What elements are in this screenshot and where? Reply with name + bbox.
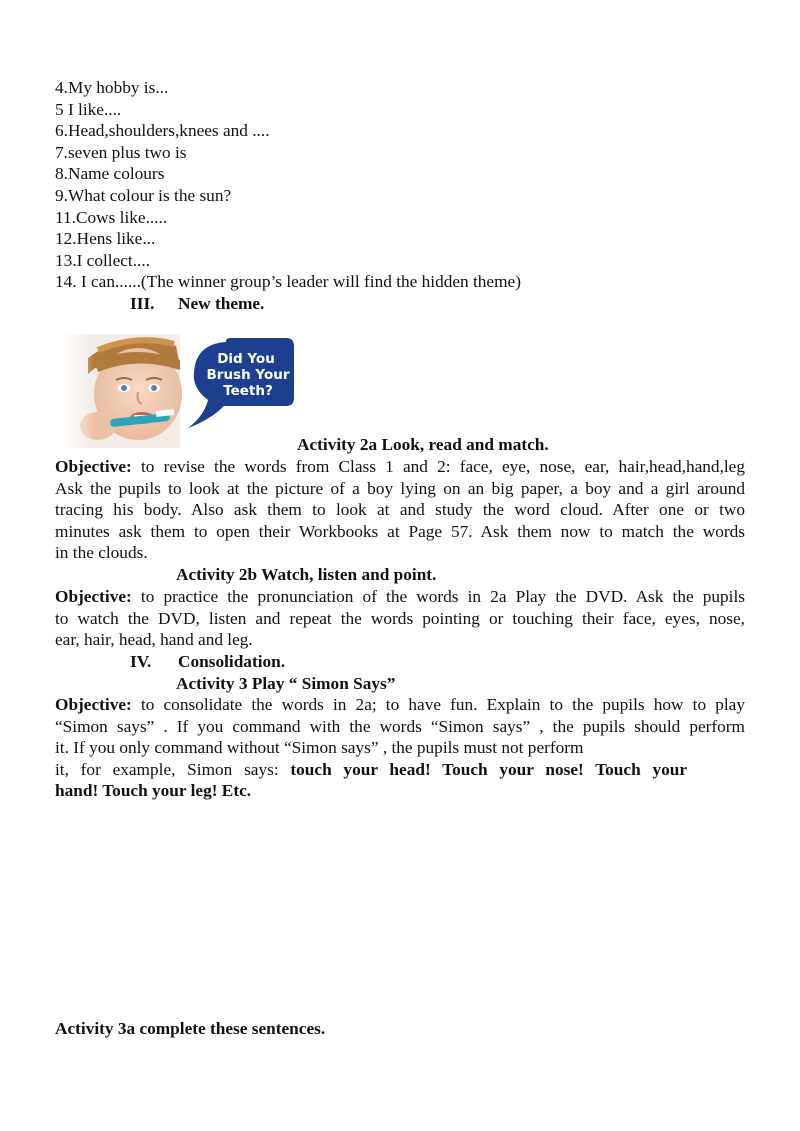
- objective-label: Objective:: [55, 695, 132, 714]
- boy-brushing-teeth-illustration: [58, 330, 298, 448]
- objective-text: to consolidate the words in 2a; to have fun. Explain to the pupils how to play: [131, 695, 745, 714]
- activity-3-body: [55, 694, 745, 802]
- paragraph-line: ear, hair, head, hand and leg.: [55, 630, 253, 650]
- list-item: 14. I can......(The winner group’s leader will find the hidden theme): [55, 272, 521, 292]
- objective-label: Objective:: [55, 587, 132, 606]
- paragraph-line: to watch the DVD, listen and repeat the words pointing or touching their face, eyes, nose,: [55, 608, 745, 628]
- paragraph-line: minutes ask them to open their Workbooks at Page 57. Ask them now to match the words: [55, 521, 745, 541]
- paragraph-line: in the clouds.: [55, 543, 148, 563]
- paragraph-line: “Simon says” . If you command with the words “Simon says” , the pupils should perform: [55, 716, 745, 736]
- example-commands-continued: hand! Touch your leg! Etc.: [55, 781, 252, 801]
- list-item: 9.What colour is the sun?: [55, 186, 232, 205]
- activity-2a-heading: Activity 2a Look, read and match.: [297, 435, 549, 454]
- paragraph-line: tracing his body. Also ask them to look at and study the word cloud. After one or two: [55, 500, 745, 520]
- bubble-line: Teeth?: [223, 383, 273, 399]
- section-heading-new-theme: [130, 293, 264, 315]
- list-item: 5 I like....: [55, 99, 122, 119]
- section-numeral: III.: [130, 294, 155, 313]
- example-commands: touch your head! Touch your nose! Touch your: [290, 759, 688, 779]
- list-item: 6.Head,shoulders,knees and ....: [55, 121, 270, 141]
- list-item: 12.Hens like...: [55, 229, 156, 249]
- list-item: 11.Cows like.....: [55, 207, 168, 227]
- activity-3-heading: Activity 3 Play “ Simon Says”: [176, 674, 396, 693]
- activity-2b-heading: Activity 2b Watch, listen and point.: [176, 565, 437, 584]
- bubble-line: Brush Your: [206, 367, 290, 383]
- example-text: it, for example, Simon says:: [55, 759, 291, 779]
- section-numeral: IV.: [130, 652, 152, 671]
- activity-2b-body: [55, 586, 745, 651]
- activity-2a-body: [55, 456, 745, 564]
- objective-text: to practice the pronunciation of the words in 2a Play the DVD. Ask the pupils: [131, 587, 745, 606]
- list-item: 8.Name colours: [55, 164, 165, 184]
- section-heading-consolidation: [130, 651, 285, 673]
- objective-label: Objective:: [55, 457, 132, 476]
- list-item: 13.I collect....: [55, 250, 151, 270]
- list-item: 7.seven plus two is: [55, 142, 187, 162]
- list-item: 4.My hobby is...: [55, 78, 169, 97]
- bubble-line: Did You: [217, 351, 275, 367]
- section-title: New theme.: [178, 294, 265, 313]
- objective-text: to revise the words from Class 1 and 2: face, eye, nose, ear, hair,head,hand,leg: [131, 457, 745, 476]
- activity-3a-heading: Activity 3a complete these sentences.: [55, 1019, 326, 1038]
- paragraph-line: Ask the pupils to look at the picture of a boy lying on an big paper, a boy and a girl around: [55, 478, 745, 498]
- paragraph-line: it. If you only command without “Simon says” , the pupils must not perform: [55, 738, 584, 758]
- section-title: Consolidation.: [178, 652, 286, 671]
